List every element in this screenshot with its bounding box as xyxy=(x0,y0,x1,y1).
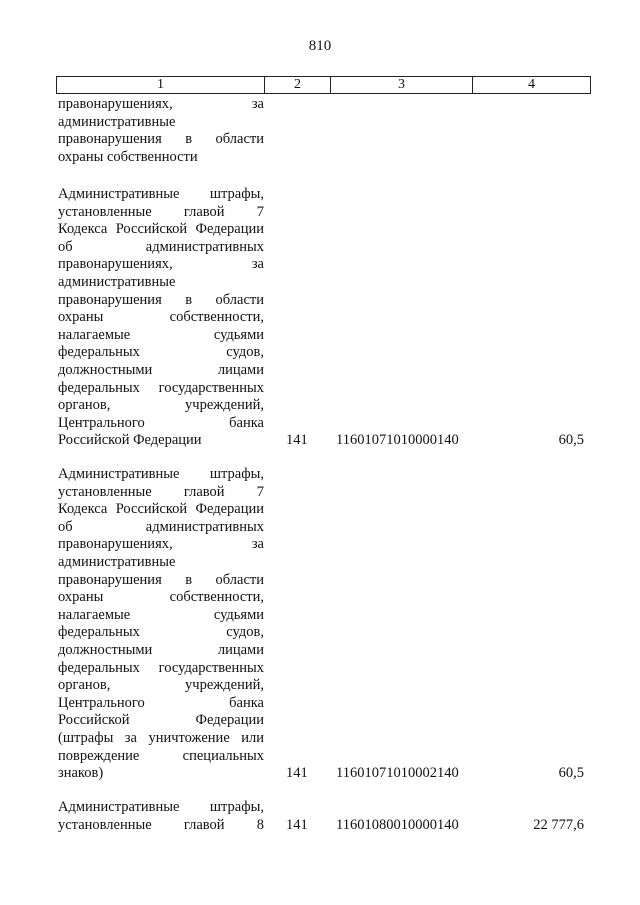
description-line: должностными лицами xyxy=(58,361,264,378)
description-line: налагаемые судьями xyxy=(58,326,264,343)
row-description xyxy=(58,96,264,166)
amount-value: 22 777,6 xyxy=(533,816,584,833)
budget-classification-code: 11601071010000140 xyxy=(336,432,459,449)
row-description xyxy=(58,466,264,783)
description-line: Центрального банка xyxy=(58,414,264,431)
description-line: Административные штрафы, xyxy=(58,799,264,815)
chapter-code: 141 xyxy=(286,816,308,833)
description-line: Центрального банка xyxy=(58,694,264,711)
description-line: охраны собственности, xyxy=(58,309,264,326)
description-line: Российской Федерации xyxy=(58,432,202,449)
description-line: должностными лицами xyxy=(58,641,264,658)
description-line: установленные главой 7 xyxy=(58,203,264,220)
description-line: административные xyxy=(58,273,176,290)
description-line: Административные штрафы, xyxy=(58,186,264,202)
row-description xyxy=(58,799,264,834)
description-line: органов, учреждений, xyxy=(58,677,264,694)
description-line: повреждение специальных xyxy=(58,747,264,764)
description-line: об административных xyxy=(58,238,264,255)
description-line: охраны собственности, xyxy=(58,589,264,606)
description-line: об административных xyxy=(58,518,264,535)
chapter-code: 141 xyxy=(286,432,308,449)
description-line: установленные главой 7 xyxy=(58,483,264,500)
column-header-3: 3 xyxy=(331,77,473,94)
amount-value: 60,5 xyxy=(558,765,584,782)
chapter-code: 141 xyxy=(286,765,308,782)
description-line: административные xyxy=(58,553,176,570)
description-line: Кодекса Российской Федерации xyxy=(58,221,264,238)
description-line: правонарушениях, за xyxy=(58,96,264,112)
column-header-2: 2 xyxy=(265,77,331,94)
description-line: (штрафы за уничтожение или xyxy=(58,729,264,746)
description-line: федеральных государственных xyxy=(58,659,264,676)
description-line: федеральных государственных xyxy=(58,379,264,396)
row-description xyxy=(58,186,264,450)
description-line: административные xyxy=(58,113,176,130)
amount-value: 60,5 xyxy=(558,432,584,449)
page-number: 810 xyxy=(308,38,332,54)
description-line: органов, учреждений, xyxy=(58,397,264,414)
description-line: правонарушениях, за xyxy=(58,536,264,553)
description-line: охраны собственности xyxy=(58,148,198,165)
description-line: установленные главой 8 xyxy=(58,816,264,833)
column-header-row xyxy=(57,77,591,94)
column-header-1: 1 xyxy=(57,77,265,94)
description-line: правонарушениях, за xyxy=(58,256,264,273)
budget-classification-code: 11601071010002140 xyxy=(336,765,459,782)
description-line: Административные штрафы, xyxy=(58,466,264,482)
description-line: Кодекса Российской Федерации xyxy=(58,501,264,518)
column-header-4: 4 xyxy=(473,77,591,94)
description-line: Российской Федерации xyxy=(58,712,264,729)
description-line: федеральных судов, xyxy=(58,624,264,641)
description-line: федеральных судов, xyxy=(58,344,264,361)
column-header-table xyxy=(56,76,591,94)
description-line: правонарушения в области xyxy=(58,291,264,308)
description-line: правонарушения в области xyxy=(58,571,264,588)
description-line: правонарушения в области xyxy=(58,131,264,148)
budget-classification-code: 11601080010000140 xyxy=(336,816,459,833)
description-line: налагаемые судьями xyxy=(58,606,264,623)
description-line: знаков) xyxy=(58,765,104,782)
